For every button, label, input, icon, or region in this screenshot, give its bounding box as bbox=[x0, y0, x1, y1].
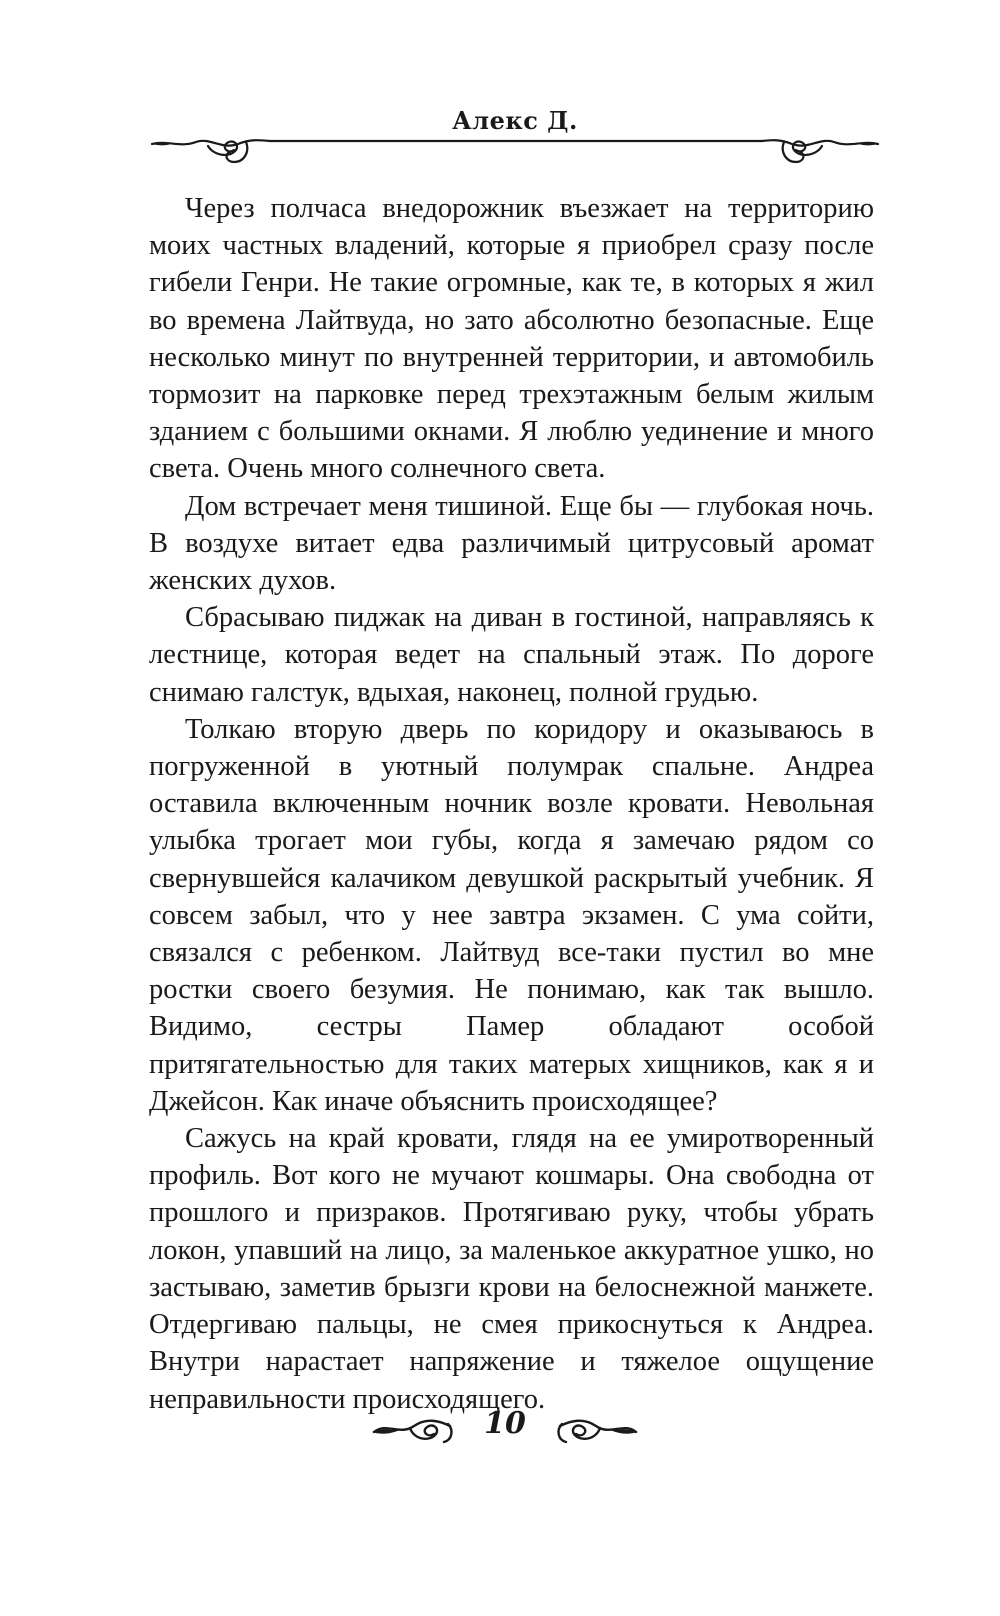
footer-right-ornament bbox=[550, 1410, 640, 1450]
body-text bbox=[149, 190, 874, 1418]
header-ornament bbox=[150, 130, 880, 170]
paragraph: Толкаю вторую дверь по коридору и оказываюсь в погруженной в уютный полумрак спальне. Андреа оставила включенным ночник возле кровати. Невольная улыбка трогает мои губы, когда я замечаю рядом со свернувшейся калачиком девушкой раскрытый учебник. Я совсем забыл, что у нее завтра экзамен. С ума сойти, связался с ребенком. Лайтвуд все-таки пустил во мне ростки своего безумия. Не понимаю, как так вышло. Видимо, сестры Памер обладают особой притягательностью для таких матерых хищников, как я и Джейсон. Как иначе объяснить происходящее? bbox=[149, 713, 874, 1117]
page-footer bbox=[370, 1402, 640, 1462]
footer-left-ornament bbox=[370, 1410, 460, 1450]
author-name: Алекс Д. bbox=[452, 106, 578, 135]
page-number: 10 bbox=[484, 1406, 526, 1441]
paragraph: Сбрасываю пиджак на диван в гостиной, направляясь к лестнице, которая ведет на спальный этаж. По дороге снимаю галстук, вдыхая, наконец, полной грудью. bbox=[149, 602, 874, 708]
paragraph: Через полчаса внедорожник въезжает на территорию моих частных владений, которые я приобрел сразу после гибели Генри. Не такие огромные, как те, в которых я жил во времена Лайтвуда, но зато абсолютно безопасные. Еще несколько минут по внутренней территории, и автомобиль тормозит на парковке перед трехэтажным белым жилым зданием с большими окнами. Я люблю уединение и много света. Очень много солнечного света. bbox=[149, 193, 874, 485]
running-header bbox=[150, 100, 880, 170]
paragraph: Дом встречает меня тишиной. Еще бы — глубокая ночь. В воздухе витает едва различимый цитрусовый аромат женских духов. bbox=[149, 490, 874, 597]
paragraph: Сажусь на край кровати, глядя на ее умиротворенный профиль. Вот кого не мучают кошмары. Она свободна от прошлого и призраков. Протягиваю руку, чтобы убрать локон, упавший на лицо, за маленькое аккуратное ушко, но застываю, заметив брызги крови на белоснежной манжете. Отдергиваю пальцы, не смея прикоснуться к Андреа. Внутри нарастает напряжение и тяжелое ощущение неправильности происходящего. bbox=[149, 1123, 874, 1415]
